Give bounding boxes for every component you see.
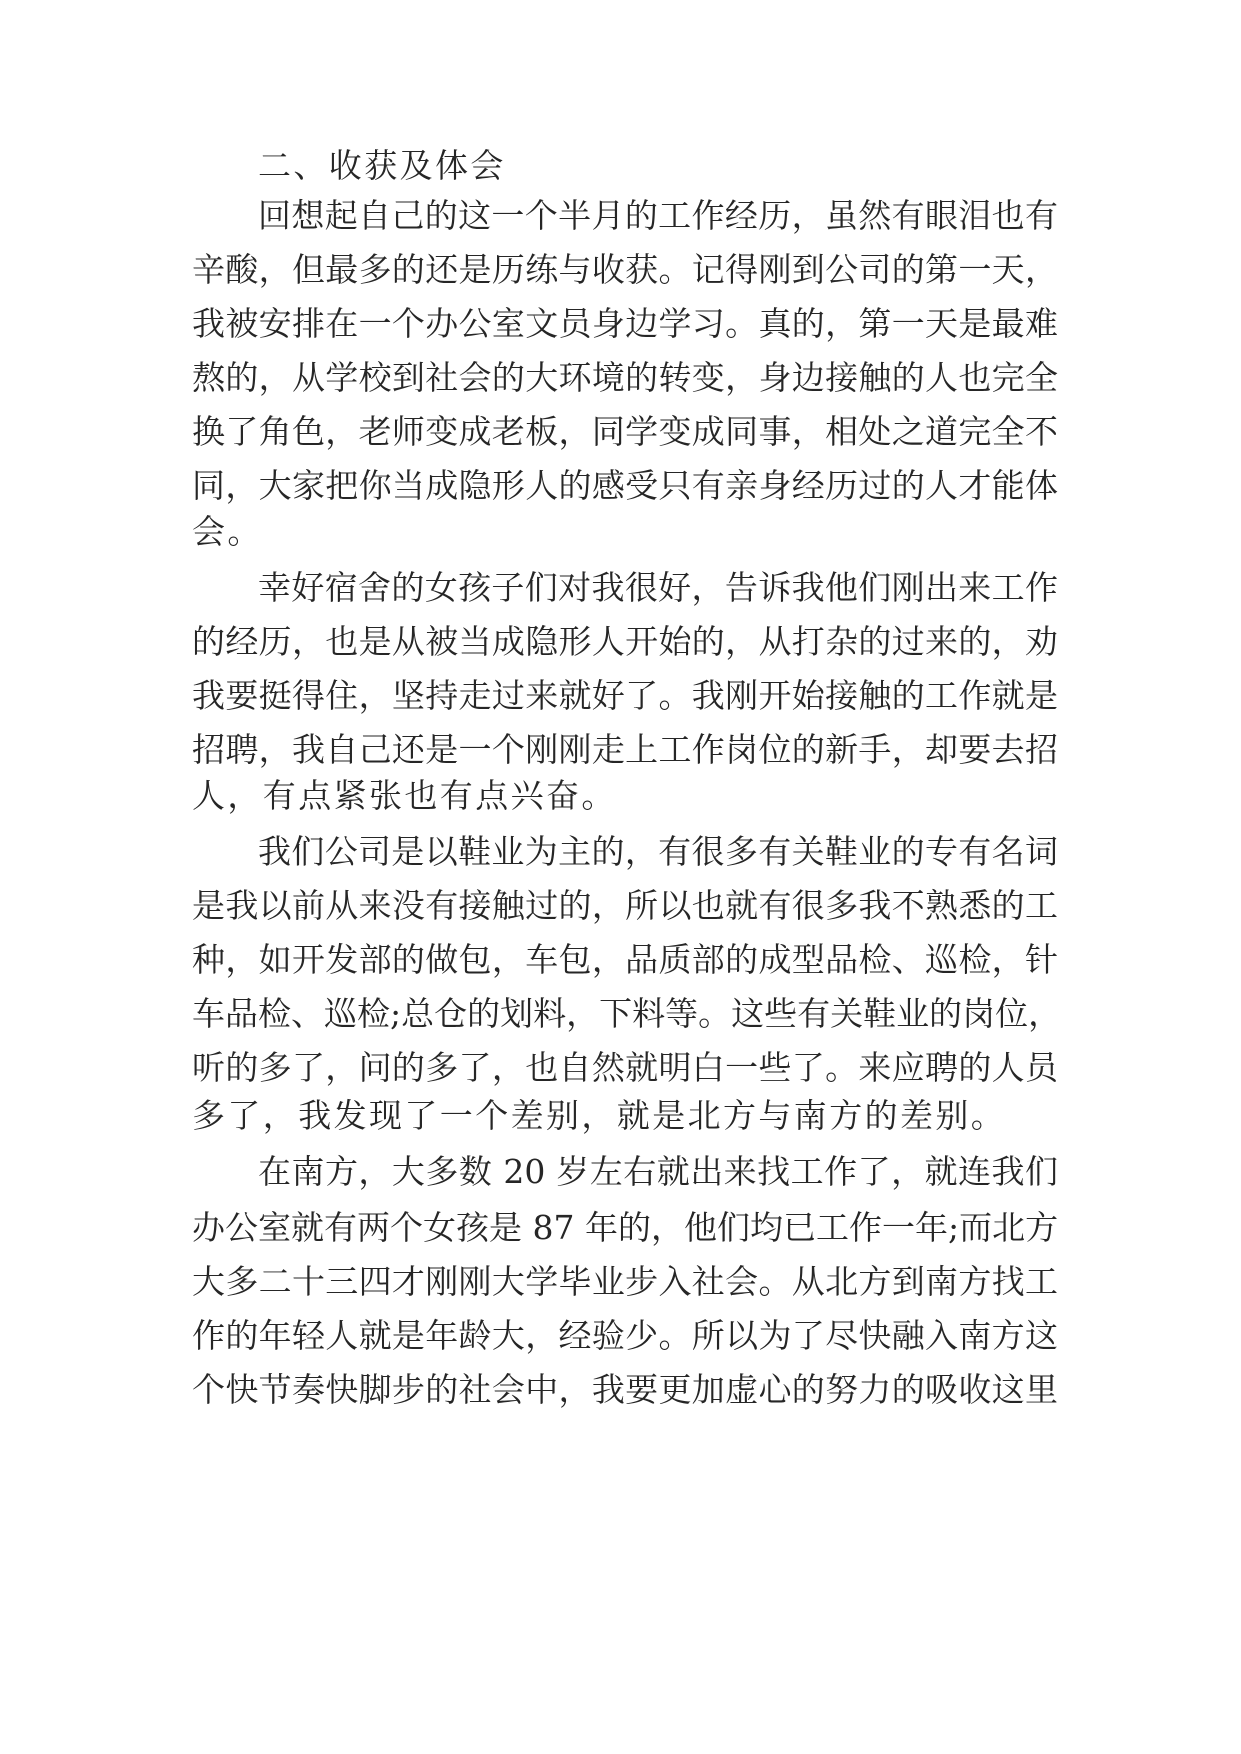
section-heading: 二、收获及体会 <box>258 146 506 185</box>
paragraph-3-line-3: 种，如开发部的做包，车包，品质部的成型品检、巡检，针 <box>192 940 1058 979</box>
paragraph-3-line-1: 我们公司是以鞋业为主的，有很多有关鞋业的专有名词 <box>258 832 1058 871</box>
paragraph-3-line-2: 是我以前从来没有接触过的，所以也就有很多我不熟悉的工 <box>192 886 1058 925</box>
paragraph-2-line-5: 人，有点紧张也有点兴奋。 <box>192 776 617 815</box>
paragraph-1-line-3: 我被安排在一个办公室文员身边学习。真的，第一天是最难 <box>192 304 1058 343</box>
paragraph-4-line-3: 大多二十三四才刚刚大学毕业步入社会。从北方到南方找工 <box>192 1262 1058 1301</box>
paragraph-1-line-5: 换了角色，老师变成老板，同学变成同事，相处之道完全不 <box>192 412 1058 451</box>
paragraph-4-line-1: 在南方，大多数 20 岁左右就出来找工作了，就连我们 <box>258 1152 1058 1191</box>
paragraph-1-line-7: 会。 <box>192 512 263 551</box>
paragraph-2-line-1: 幸好宿舍的女孩子们对我很好，告诉我他们刚出来工作 <box>258 568 1058 607</box>
paragraph-3-line-6: 多了，我发现了一个差别，就是北方与南方的差别。 <box>192 1096 1007 1135</box>
paragraph-1-line-2: 辛酸，但最多的还是历练与收获。记得刚到公司的第一天， <box>192 250 1058 289</box>
paragraph-4-line-5: 个快节奏快脚步的社会中，我要更加虚心的努力的吸收这里 <box>192 1370 1058 1409</box>
paragraph-2-line-4: 招聘，我自己还是一个刚刚走上工作岗位的新手，却要去招 <box>192 730 1058 769</box>
paragraph-4-line-4: 作的年轻人就是年龄大，经验少。所以为了尽快融入南方这 <box>192 1316 1058 1355</box>
paragraph-4-line-2: 办公室就有两个女孩是 87 年的，他们均已工作一年;而北方 <box>192 1208 1059 1247</box>
paragraph-1-line-6: 同，大家把你当成隐形人的感受只有亲身经历过的人才能体 <box>192 466 1058 505</box>
paragraph-1-line-1: 回想起自己的这一个半月的工作经历，虽然有眼泪也有 <box>258 196 1058 235</box>
paragraph-2-line-2: 的经历，也是从被当成隐形人开始的，从打杂的过来的，劝 <box>192 622 1058 661</box>
paragraph-3-line-4: 车品检、巡检;总仓的划料，下料等。这些有关鞋业的岗位， <box>192 994 1062 1033</box>
paragraph-1-line-4: 熬的，从学校到社会的大环境的转变，身边接触的人也完全 <box>192 358 1058 397</box>
paragraph-2-line-3: 我要挺得住，坚持走过来就好了。我刚开始接触的工作就是 <box>192 676 1058 715</box>
paragraph-3-line-5: 听的多了，问的多了，也自然就明白一些了。来应聘的人员 <box>192 1048 1058 1087</box>
